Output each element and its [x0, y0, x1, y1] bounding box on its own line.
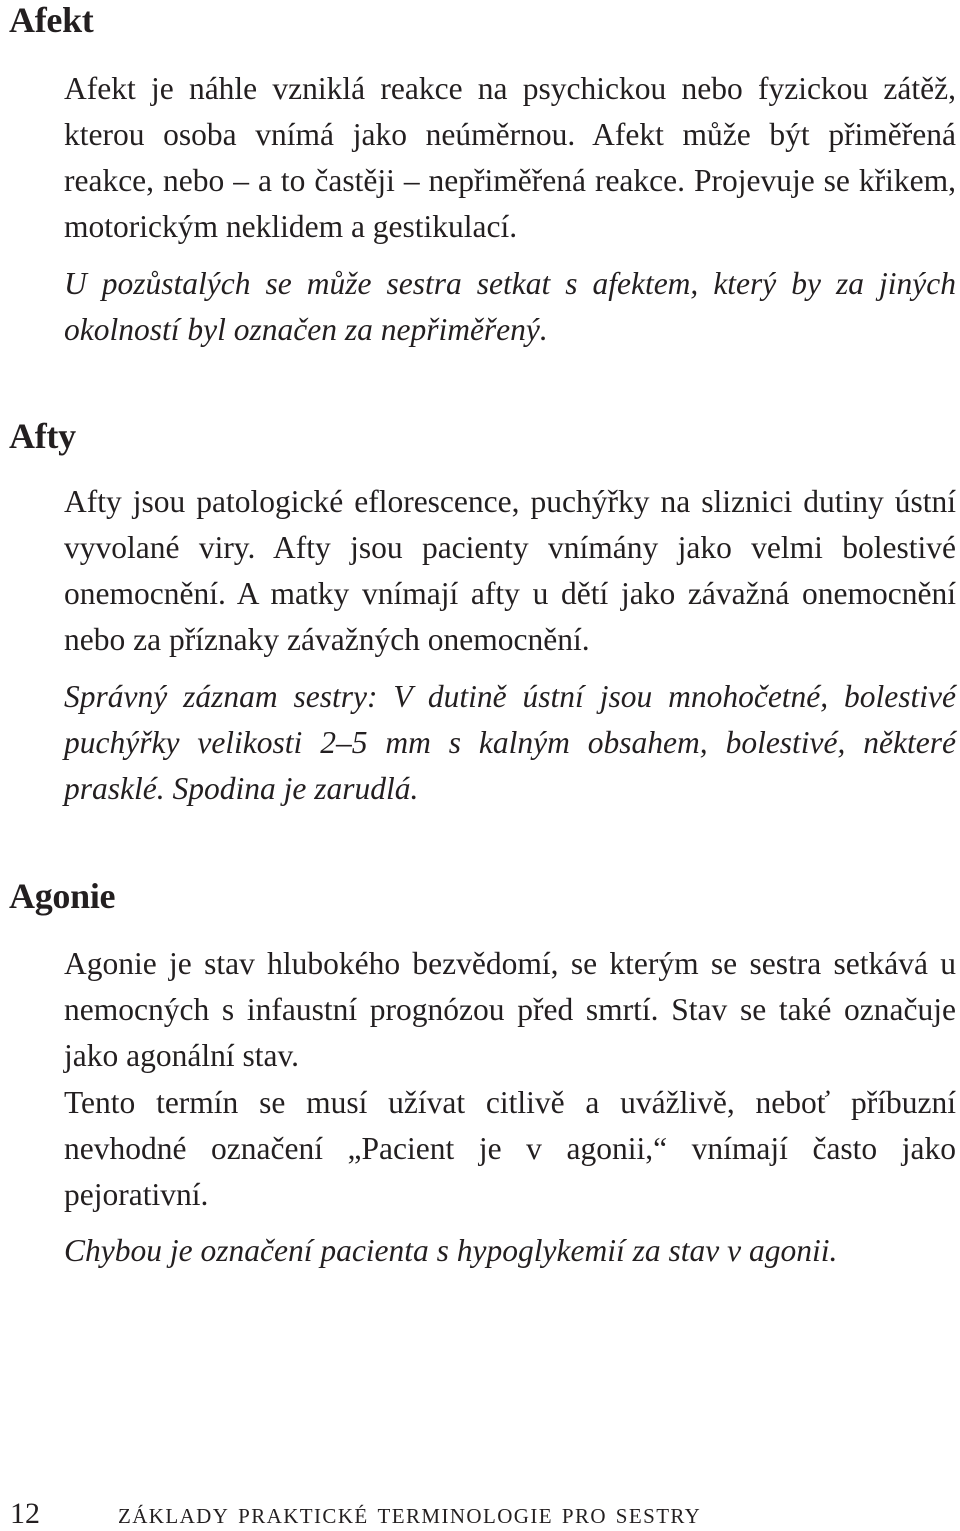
- entry-heading-afekt: Afekt: [9, 0, 94, 40]
- entry-note-italic: U pozůstalých se může sestra setkat s afektem, který by za jiných okolností byl označen za nepřiměřený.: [64, 266, 956, 347]
- entry-paragraph: Agonie je stav hlubokého bezvědomí, se kterým se sestra setkává u nemocných s infaustní prognózou před smrtí. Stav se také označuje jako agonální stav.: [64, 946, 956, 1073]
- entry-note-italic: Chybou je označení pacienta s hypoglykemií za stav v agonii.: [64, 1233, 838, 1268]
- entry-paragraph: Afekt je náhle vzniklá reakce na psychickou nebo fyzickou zátěž, kterou osoba vnímá jako neúměrnou. Afekt může být přiměřená reakce, nebo – a to častěji – nepřiměřená reakce. Projevuje se křikem, motorickým neklidem a gestikulací.: [64, 71, 956, 244]
- entry-heading-afty: Afty: [9, 416, 76, 456]
- entry-heading-agonie: Agonie: [9, 876, 116, 916]
- entry-note-italic: Správný záznam sestry: V dutině ústní jsou mnohočetné, bolestivé puchýřky velikosti 2–5 mm s kalným obsahem, bolestivé, některé prasklé. Spodina je zarudlá.: [64, 679, 956, 806]
- entry-paragraph: Afty jsou patologické eflorescence, puchýřky na sliznici dutiny ústní vyvolané viry. Afty jsou pacienty vnímány jako velmi bolestivé onemocnění. A matky vnímají afty u dětí jako závažná onemocnění nebo za příznaky závažných onemocnění.: [64, 484, 956, 657]
- entry-paragraph: Tento termín se musí užívat citlivě a uvážlivě, neboť příbuzní nevhodné označení „Pacient je v agonii,“ vnímají často jako pejorativní.: [64, 1085, 956, 1212]
- page-number: 12: [10, 1497, 40, 1530]
- running-footer-title: základy praktické terminologie pro sestry: [118, 1497, 702, 1530]
